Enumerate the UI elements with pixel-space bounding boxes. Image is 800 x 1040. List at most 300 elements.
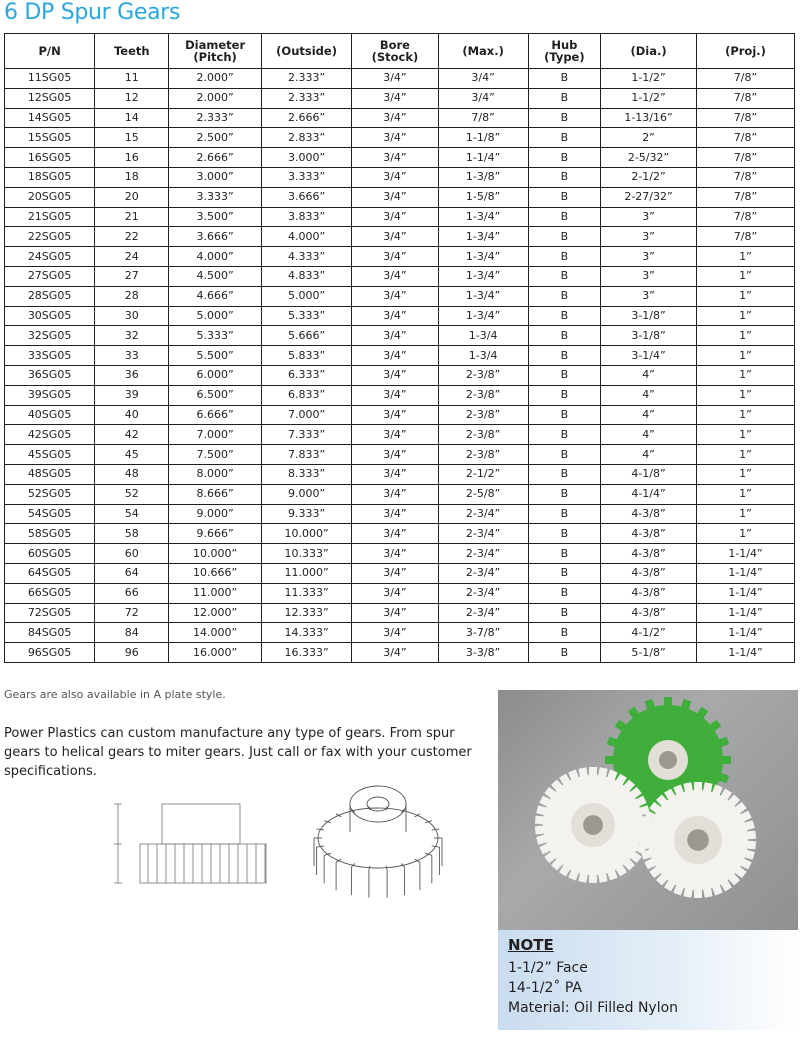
- table-cell: 18SG05: [5, 167, 95, 187]
- table-cell: 27SG05: [5, 266, 95, 286]
- table-cell: 10.333”: [261, 544, 351, 564]
- table-cell: 3-1/8”: [601, 306, 697, 326]
- table-cell: 2-3/8”: [438, 425, 528, 445]
- table-cell: 4”: [601, 405, 697, 425]
- table-cell: 9.000”: [261, 484, 351, 504]
- table-cell: 3/4”: [352, 108, 438, 128]
- table-cell: 20: [95, 187, 169, 207]
- table-cell: 3/4”: [352, 167, 438, 187]
- table-cell: 1”: [697, 484, 795, 504]
- table-cell: 2-3/8”: [438, 405, 528, 425]
- table-cell: 5-1/8”: [601, 643, 697, 663]
- table-cell: 1”: [697, 524, 795, 544]
- table-cell: 1”: [697, 326, 795, 346]
- table-cell: 3/4”: [352, 464, 438, 484]
- table-cell: 6.500”: [169, 385, 261, 405]
- table-cell: 36SG05: [5, 365, 95, 385]
- table-cell: 4.500”: [169, 266, 261, 286]
- table-cell: B: [528, 504, 600, 524]
- table-cell: 7/8”: [697, 108, 795, 128]
- table-cell: 30SG05: [5, 306, 95, 326]
- table-cell: 5.000”: [169, 306, 261, 326]
- table-row: [5, 623, 795, 643]
- table-cell: 1”: [697, 286, 795, 306]
- table-row: [5, 346, 795, 366]
- note-box: [498, 930, 798, 1030]
- table-cell: 52SG05: [5, 484, 95, 504]
- gear-side-view-icon: [114, 804, 266, 883]
- table-cell: 2.666”: [169, 148, 261, 168]
- table-cell: 2-3/4”: [438, 603, 528, 623]
- column-header-text: (Max.): [462, 44, 504, 58]
- table-cell: 4”: [601, 445, 697, 465]
- table-cell: 40: [95, 405, 169, 425]
- column-header: [169, 34, 261, 69]
- table-cell: 32SG05: [5, 326, 95, 346]
- table-cell: 3/4”: [352, 445, 438, 465]
- table-cell: 1-1/2”: [601, 69, 697, 89]
- column-header-text: (Type): [544, 50, 585, 64]
- table-cell: 4.833”: [261, 266, 351, 286]
- note-face: 1-1/2” Face: [508, 960, 588, 976]
- table-row: [5, 603, 795, 623]
- table-cell: 1”: [697, 425, 795, 445]
- table-cell: 3/4”: [352, 69, 438, 89]
- table-cell: 3/4”: [352, 524, 438, 544]
- table-cell: 3/4”: [352, 643, 438, 663]
- table-cell: B: [528, 583, 600, 603]
- table-cell: 4”: [601, 425, 697, 445]
- table-cell: 3/4”: [352, 425, 438, 445]
- table-cell: 72SG05: [5, 603, 95, 623]
- table-cell: 9.666”: [169, 524, 261, 544]
- column-header: [352, 34, 438, 69]
- table-cell: 7.833”: [261, 445, 351, 465]
- table-cell: 12.000”: [169, 603, 261, 623]
- table-cell: 3.833”: [261, 207, 351, 227]
- table-cell: 3-1/8”: [601, 326, 697, 346]
- table-cell: 2-5/8”: [438, 484, 528, 504]
- table-cell: B: [528, 148, 600, 168]
- table-row: [5, 286, 795, 306]
- table-cell: 3.666”: [261, 187, 351, 207]
- table-cell: 27: [95, 266, 169, 286]
- table-cell: 3/4”: [352, 148, 438, 168]
- table-cell: 3/4”: [438, 69, 528, 89]
- table-cell: 10.000”: [169, 544, 261, 564]
- note-pressure-angle: 14-1/2˚ PA: [508, 980, 582, 996]
- table-cell: 3”: [601, 247, 697, 267]
- table-cell: 11: [95, 69, 169, 89]
- table-cell: 1”: [697, 445, 795, 465]
- table-cell: 4.000”: [261, 227, 351, 247]
- table-cell: 22SG05: [5, 227, 95, 247]
- column-header-text: Diameter: [185, 38, 246, 52]
- column-header-text: (Proj.): [725, 44, 766, 58]
- table-cell: 8.333”: [261, 464, 351, 484]
- table-cell: 21SG05: [5, 207, 95, 227]
- table-cell: 10.666”: [169, 563, 261, 583]
- table-cell: 7/8”: [697, 88, 795, 108]
- table-row: [5, 108, 795, 128]
- table-cell: B: [528, 524, 600, 544]
- table-cell: 11.000”: [261, 563, 351, 583]
- custom-paragraph: Power Plastics can custom manufacture any type of gears. From spur gears to helical gears to miter gears. Just call or fax with your customer specifications.: [4, 726, 472, 779]
- column-header-text: (Outside): [276, 44, 337, 58]
- table-cell: B: [528, 484, 600, 504]
- table-cell: 1”: [697, 346, 795, 366]
- table-cell: 15SG05: [5, 128, 95, 148]
- table-cell: 5.500”: [169, 346, 261, 366]
- table-row: [5, 365, 795, 385]
- table-cell: 1-3/4”: [438, 266, 528, 286]
- table-cell: 3.000”: [261, 148, 351, 168]
- table-cell: 1-3/4: [438, 346, 528, 366]
- table-cell: B: [528, 326, 600, 346]
- table-cell: 7/8”: [697, 187, 795, 207]
- table-cell: 3/4”: [352, 563, 438, 583]
- table-cell: 6.666”: [169, 405, 261, 425]
- table-row: [5, 563, 795, 583]
- table-row: [5, 583, 795, 603]
- table-cell: 1-1/4”: [438, 148, 528, 168]
- table-cell: 7.500”: [169, 445, 261, 465]
- table-cell: 2.333”: [261, 69, 351, 89]
- column-header: [697, 34, 795, 69]
- table-cell: 3.333”: [261, 167, 351, 187]
- table-cell: 36: [95, 365, 169, 385]
- table-cell: 16.000”: [169, 643, 261, 663]
- table-cell: 3/4”: [352, 583, 438, 603]
- table-cell: 18: [95, 167, 169, 187]
- table-cell: 1”: [697, 306, 795, 326]
- table-cell: 4-3/8”: [601, 563, 697, 583]
- table-cell: 12SG05: [5, 88, 95, 108]
- table-cell: 5.333”: [261, 306, 351, 326]
- table-cell: 7/8”: [697, 227, 795, 247]
- table-row: [5, 247, 795, 267]
- table-cell: 3/4”: [352, 405, 438, 425]
- table-cell: 66: [95, 583, 169, 603]
- table-row: [5, 524, 795, 544]
- table-row: [5, 326, 795, 346]
- table-cell: 48SG05: [5, 464, 95, 484]
- table-row: [5, 544, 795, 564]
- table-cell: 1-3/4: [438, 326, 528, 346]
- table-cell: 22: [95, 227, 169, 247]
- table-row: [5, 385, 795, 405]
- table-row: [5, 128, 795, 148]
- table-cell: 4-3/8”: [601, 544, 697, 564]
- table-cell: 3/4”: [352, 266, 438, 286]
- gear-iso-view-icon: [314, 786, 442, 898]
- column-header-text: (Stock): [371, 50, 419, 64]
- table-row: [5, 306, 795, 326]
- table-row: [5, 504, 795, 524]
- table-cell: 2-3/4”: [438, 544, 528, 564]
- table-cell: 40SG05: [5, 405, 95, 425]
- table-cell: 1-3/4”: [438, 286, 528, 306]
- table-cell: 10.000”: [261, 524, 351, 544]
- table-cell: 1”: [697, 504, 795, 524]
- table-cell: 16: [95, 148, 169, 168]
- table-cell: 45SG05: [5, 445, 95, 465]
- table-cell: 2-5/32”: [601, 148, 697, 168]
- table-cell: 3/4”: [352, 306, 438, 326]
- table-cell: 1”: [697, 247, 795, 267]
- table-cell: 8.000”: [169, 464, 261, 484]
- table-cell: 1-5/8”: [438, 187, 528, 207]
- table-cell: 5.333”: [169, 326, 261, 346]
- column-header: [438, 34, 528, 69]
- table-cell: 1”: [697, 365, 795, 385]
- table-cell: 39: [95, 385, 169, 405]
- note-material: Material: Oil Filled Nylon: [508, 1000, 679, 1016]
- table-row: [5, 484, 795, 504]
- table-cell: 2.333”: [169, 108, 261, 128]
- table-cell: 3/4”: [352, 247, 438, 267]
- table-cell: 14.333”: [261, 623, 351, 643]
- table-cell: 39SG05: [5, 385, 95, 405]
- table-cell: 64: [95, 563, 169, 583]
- table-cell: 7.000”: [261, 405, 351, 425]
- table-cell: 3/4”: [352, 385, 438, 405]
- table-cell: 1”: [697, 385, 795, 405]
- table-cell: 4-3/8”: [601, 583, 697, 603]
- table-cell: B: [528, 385, 600, 405]
- table-row: [5, 207, 795, 227]
- table-cell: 3.666”: [169, 227, 261, 247]
- table-cell: 1”: [697, 266, 795, 286]
- table-cell: 66SG05: [5, 583, 95, 603]
- column-header-text: Teeth: [113, 44, 150, 58]
- table-cell: 3.333”: [169, 187, 261, 207]
- table-cell: 2-27/32”: [601, 187, 697, 207]
- table-cell: B: [528, 247, 600, 267]
- gears-photo: [498, 690, 798, 930]
- table-cell: 3-7/8”: [438, 623, 528, 643]
- table-cell: 1”: [697, 464, 795, 484]
- table-cell: 1-1/4”: [697, 603, 795, 623]
- table-cell: 5.000”: [261, 286, 351, 306]
- table-cell: 48: [95, 464, 169, 484]
- table-cell: 6.333”: [261, 365, 351, 385]
- table-cell: B: [528, 346, 600, 366]
- table-cell: 2.833”: [261, 128, 351, 148]
- table-cell: 72: [95, 603, 169, 623]
- table-cell: 3”: [601, 207, 697, 227]
- table-cell: 7/8”: [438, 108, 528, 128]
- table-cell: 5.666”: [261, 326, 351, 346]
- table-cell: 2-3/8”: [438, 385, 528, 405]
- table-cell: 5.833”: [261, 346, 351, 366]
- table-row: [5, 464, 795, 484]
- table-cell: 3.000”: [169, 167, 261, 187]
- table-cell: 12: [95, 88, 169, 108]
- table-cell: 15: [95, 128, 169, 148]
- table-cell: 4-1/2”: [601, 623, 697, 643]
- table-cell: 7.333”: [261, 425, 351, 445]
- table-cell: 3/4”: [352, 484, 438, 504]
- table-row: [5, 227, 795, 247]
- table-cell: 2.000”: [169, 69, 261, 89]
- table-cell: B: [528, 563, 600, 583]
- table-cell: 28: [95, 286, 169, 306]
- table-cell: 3/4”: [352, 504, 438, 524]
- table-row: [5, 167, 795, 187]
- table-cell: 4”: [601, 385, 697, 405]
- table-cell: 84SG05: [5, 623, 95, 643]
- table-body: [5, 69, 795, 663]
- table-cell: 2-3/4”: [438, 524, 528, 544]
- table-cell: B: [528, 207, 600, 227]
- table-cell: 96SG05: [5, 643, 95, 663]
- table-cell: 4.333”: [261, 247, 351, 267]
- table-row: [5, 187, 795, 207]
- table-cell: 52: [95, 484, 169, 504]
- table-cell: 2-3/4”: [438, 563, 528, 583]
- table-cell: 1-1/4”: [697, 563, 795, 583]
- table-cell: B: [528, 603, 600, 623]
- table-row: [5, 405, 795, 425]
- table-cell: 14SG05: [5, 108, 95, 128]
- table-cell: 4.000”: [169, 247, 261, 267]
- table-cell: 21: [95, 207, 169, 227]
- column-header-text: (Dia.): [630, 44, 667, 58]
- table-cell: 14.000”: [169, 623, 261, 643]
- table-cell: 7/8”: [697, 69, 795, 89]
- table-cell: 3/4”: [352, 623, 438, 643]
- table-cell: 4-3/8”: [601, 504, 697, 524]
- table-cell: 1-3/4”: [438, 306, 528, 326]
- table-cell: 3-1/4”: [601, 346, 697, 366]
- table-cell: 1-3/4”: [438, 207, 528, 227]
- table-cell: 4-3/8”: [601, 603, 697, 623]
- table-cell: B: [528, 88, 600, 108]
- table-cell: B: [528, 365, 600, 385]
- table-row: [5, 425, 795, 445]
- table-cell: 2-1/2”: [601, 167, 697, 187]
- table-cell: 9.333”: [261, 504, 351, 524]
- table-cell: 20SG05: [5, 187, 95, 207]
- table-cell: 11.333”: [261, 583, 351, 603]
- table-cell: 33SG05: [5, 346, 95, 366]
- table-cell: 96: [95, 643, 169, 663]
- table-cell: B: [528, 623, 600, 643]
- table-cell: 60: [95, 544, 169, 564]
- table-cell: 58: [95, 524, 169, 544]
- table-cell: 30: [95, 306, 169, 326]
- table-cell: 2-3/8”: [438, 445, 528, 465]
- table-cell: B: [528, 69, 600, 89]
- column-header: [261, 34, 351, 69]
- gears-photo-icon: [498, 690, 798, 930]
- table-cell: 3/4”: [352, 544, 438, 564]
- table-cell: B: [528, 167, 600, 187]
- table-cell: 42: [95, 425, 169, 445]
- table-cell: 7/8”: [697, 207, 795, 227]
- column-header: [5, 34, 95, 69]
- table-cell: 3/4”: [352, 326, 438, 346]
- table-row: [5, 643, 795, 663]
- table-cell: 42SG05: [5, 425, 95, 445]
- page-title: 6 DP Spur Gears: [4, 0, 181, 25]
- table-cell: 1-3/4”: [438, 227, 528, 247]
- table-cell: 3”: [601, 286, 697, 306]
- table-cell: 3/4”: [352, 207, 438, 227]
- table-cell: 6.000”: [169, 365, 261, 385]
- table-header-row: [5, 34, 795, 69]
- table-cell: 11SG05: [5, 69, 95, 89]
- table-cell: 2-3/4”: [438, 504, 528, 524]
- table-cell: 32: [95, 326, 169, 346]
- table-cell: 7/8”: [697, 167, 795, 187]
- table-cell: B: [528, 425, 600, 445]
- table-cell: 33: [95, 346, 169, 366]
- table-cell: 3/4”: [352, 603, 438, 623]
- table-cell: 3.500”: [169, 207, 261, 227]
- table-cell: 2-3/8”: [438, 365, 528, 385]
- table-cell: 54SG05: [5, 504, 95, 524]
- table-cell: 3/4”: [438, 88, 528, 108]
- table-cell: B: [528, 266, 600, 286]
- table-cell: B: [528, 306, 600, 326]
- table-cell: 3/4”: [352, 88, 438, 108]
- table-cell: 28SG05: [5, 286, 95, 306]
- table-cell: 1-1/2”: [601, 88, 697, 108]
- table-cell: 2-3/4”: [438, 583, 528, 603]
- table-cell: 3/4”: [352, 227, 438, 247]
- column-header-text: Hub: [551, 38, 578, 52]
- table-cell: 16.333”: [261, 643, 351, 663]
- column-header-text: P/N: [38, 44, 61, 58]
- table-cell: 14: [95, 108, 169, 128]
- table-cell: 60SG05: [5, 544, 95, 564]
- table-cell: 1-1/4”: [697, 623, 795, 643]
- table-cell: B: [528, 405, 600, 425]
- table-cell: 2.000”: [169, 88, 261, 108]
- table-cell: 4-1/8”: [601, 464, 697, 484]
- table-cell: 3-3/8”: [438, 643, 528, 663]
- column-header-text: Bore: [379, 38, 410, 52]
- table-cell: 1-3/4”: [438, 247, 528, 267]
- table-cell: B: [528, 643, 600, 663]
- column-header: [528, 34, 600, 69]
- table-cell: 1-3/8”: [438, 167, 528, 187]
- table-cell: 2-1/2”: [438, 464, 528, 484]
- table-cell: 64SG05: [5, 563, 95, 583]
- column-header-text: (Pitch): [193, 50, 237, 64]
- table-cell: B: [528, 108, 600, 128]
- table-cell: 7.000”: [169, 425, 261, 445]
- table-cell: 2”: [601, 128, 697, 148]
- table-row: [5, 148, 795, 168]
- table-cell: 84: [95, 623, 169, 643]
- gear-drawing: [110, 778, 450, 898]
- table-cell: 3/4”: [352, 346, 438, 366]
- table-cell: B: [528, 445, 600, 465]
- table-cell: 3/4”: [352, 365, 438, 385]
- table-cell: 16SG05: [5, 148, 95, 168]
- table-cell: B: [528, 286, 600, 306]
- table-row: [5, 69, 795, 89]
- column-header: [601, 34, 697, 69]
- table-cell: 9.000”: [169, 504, 261, 524]
- table-cell: 1-1/4”: [697, 643, 795, 663]
- table-cell: 4-1/4”: [601, 484, 697, 504]
- table-cell: B: [528, 464, 600, 484]
- table-row: [5, 88, 795, 108]
